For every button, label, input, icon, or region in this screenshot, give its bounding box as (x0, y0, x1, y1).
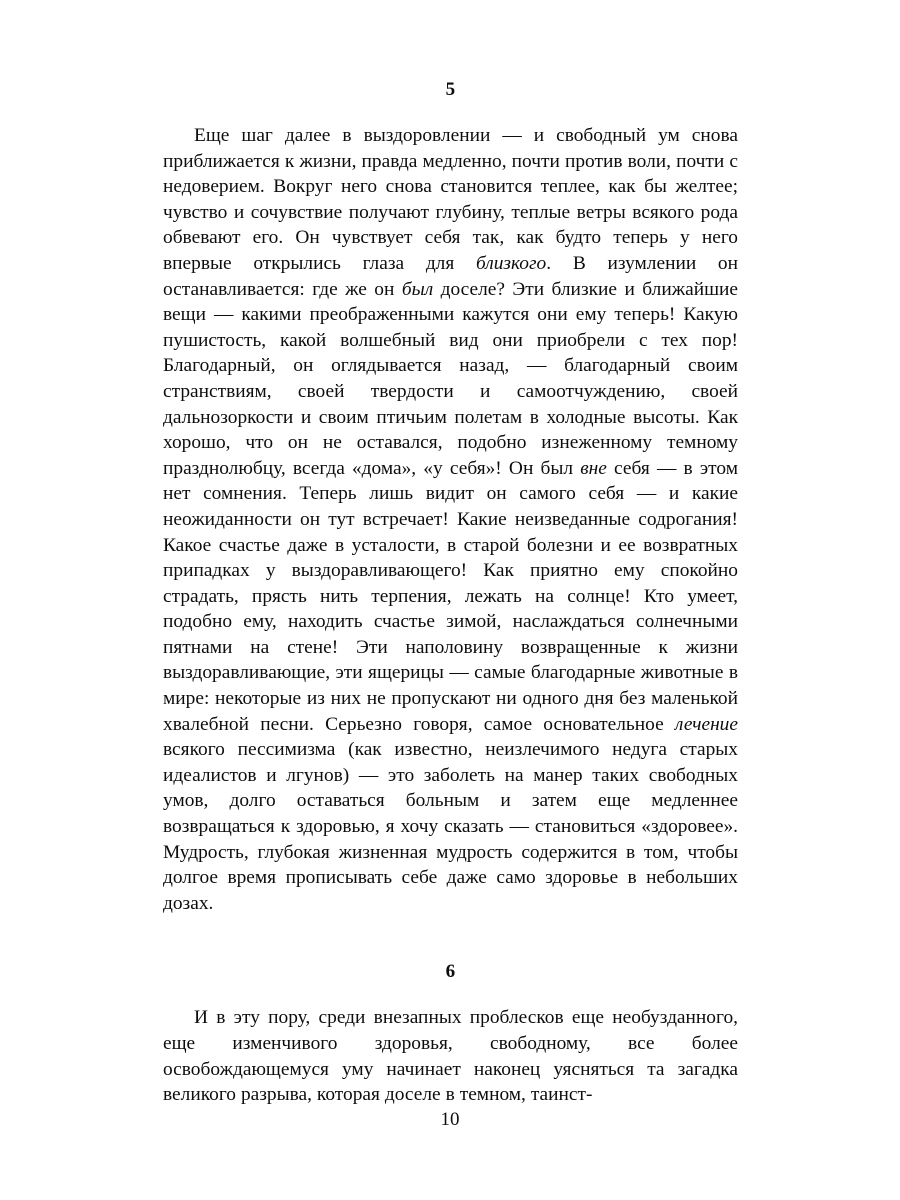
text-column (163, 78, 738, 1108)
section-6-paragraph: И в эту пору, среди внезапных проблесков еще необузданного, еще изменчивого здоровья, свободному, все более освобождающемуся уму начинает наконец уясняться та загадка великого разрыва, которая доселе в темном, таинст- (163, 1007, 738, 1106)
page-number: 10 (440, 1109, 460, 1130)
section-5-paragraph: Еще шаг далее в выздоровлении — и свободный ум снова приближается к жизни, правда медленно, почти против воли, почти с недоверием. Вокруг него снова становится теплее, как бы желтее; чувство и сочувствие получают глубину, теплые ветры всякого рода обвевают его. Он чувствует себя так, как будто теперь у него впервые открылись глаза для близкого. В изумлении он останавливается: где же он был доселе? Эти близкие и ближайшие вещи — какими преображенными кажутся они ему теперь! Какую пушистость, какой волшебный вид они приобрели с тех пор! Благодарный, он оглядывается назад, — благодарный своим странствиям, своей твердости и самоотчуждению, своей дальнозоркости и своим птичьим полетам в холодные высоты. Как хорошо, что он не оставался, подобно изнеженному темному празднолюбцу, всегда «дома», «у себя»! Он был вне себя — в этом нет сомнения. Теперь лишь видит он самого себя — и какие неожиданности он тут встречает! Какие неизведанные содрогания! Какое счастье даже в усталости, в старой болезни и ее возвратных припадках у выздоравливающего! Как приятно ему спокойно страдать, прясть нить терпения, лежать на солнце! Кто умеет, подобно ему, находить счастье зимой, наслаждаться солнечными пятнами на стене! Эти наполовину возвращенные к жизни выздоравливающие, эти ящерицы — самые благодарные животные в мире: некоторые из них не пропускают ни одного дня без маленькой хвалебной песни. Серьезно говоря, самое основательное лечение всякого пессимизма (как известно, неизлечимого недуга старых идеалистов и лгунов) — это заболеть на манер таких свободных умов, долго оставаться больным и затем еще медленнее возвращаться к здоровью, я хочу сказать — становиться «здоровее». Мудрость, глубокая жизненная мудрость содержится в том, чтобы долгое время прописывать себе даже само здоровье в небольших дозах. (163, 125, 738, 914)
section-heading-6: 6 (445, 961, 456, 983)
section-heading-5: 5 (445, 79, 456, 100)
